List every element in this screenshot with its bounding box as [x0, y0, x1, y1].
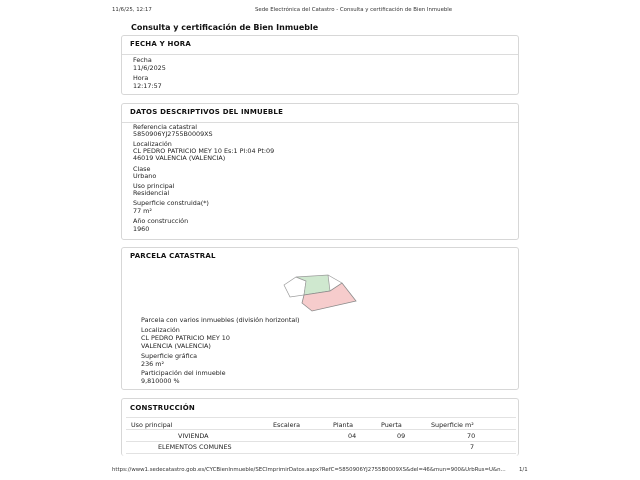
row1-puerta: 09 — [397, 432, 406, 440]
table-top-rule — [126, 417, 516, 418]
row1-superficie: 70 — [467, 432, 476, 440]
fecha-hora-title: FECHA Y HORA — [130, 40, 191, 48]
print-page-number: 1/1 — [519, 467, 528, 473]
superficie-value: 77 m² — [133, 207, 152, 215]
row1-uso: VIVIENDA — [178, 432, 209, 440]
anio-label: Año construcción — [133, 217, 189, 225]
parcel-map — [282, 273, 362, 315]
boundary-line — [328, 275, 342, 283]
row1-planta: 04 — [348, 432, 357, 440]
construccion-title: CONSTRUCCIÓN — [130, 404, 195, 412]
fecha-label: Fecha — [133, 56, 152, 64]
fecha-hora-card — [121, 35, 519, 95]
hora-value: 12:17:57 — [133, 82, 162, 90]
col-header-superficie: Superficie m² — [431, 421, 474, 429]
ref-value: 5850906YJ2755B0009XS — [133, 130, 213, 138]
loc-line1: CL PEDRO PATRICIO MEY 10 Es:1 Pl:04 Pt:09 — [133, 147, 275, 155]
parcela-card — [121, 247, 519, 390]
loc-label: Localización — [133, 140, 172, 148]
col-header-puerta: Puerta — [381, 421, 402, 429]
superficie-label: Superficie construida(*) — [133, 199, 209, 207]
col-header-uso: Uso principal — [131, 421, 173, 429]
row2-superficie: 7 — [470, 443, 475, 451]
uso-label: Uso principal — [133, 182, 175, 190]
parcela-loc-line1: CL PEDRO PATRICIO MEY 10 — [141, 334, 230, 342]
divider — [122, 54, 518, 55]
parcela-loc-line2: VALENCIA (VALENCIA) — [141, 342, 211, 350]
table-header-rule — [126, 429, 516, 430]
parcela-loc-label: Localización — [141, 326, 180, 334]
parcela-title: PARCELA CATASTRAL — [130, 252, 216, 260]
uso-value: Residencial — [133, 189, 170, 197]
datos-title: DATOS DESCRIPTIVOS DEL INMUEBLE — [130, 108, 284, 116]
print-url: https://www1.sedecatastro.gob.es/CYCBienInmueble/SECImprimirDatos.aspx?RefC=5850906YJ2755B0009XS&del=46&mun=900&UrbRus=U&n... — [112, 467, 506, 473]
ref-label: Referencia catastral — [133, 123, 197, 131]
col-header-escalera: Escalera — [273, 421, 301, 429]
participacion-value: 9,810000 % — [141, 377, 180, 385]
table-row-rule — [126, 441, 516, 442]
fecha-value: 11/6/2025 — [133, 64, 166, 72]
col-header-planta: Planta — [333, 421, 354, 429]
loc-line2: 46019 VALENCIA (VALENCIA) — [133, 154, 226, 162]
parcela-note: Parcela con varios inmuebles (división horizontal) — [141, 316, 300, 324]
anio-value: 1960 — [133, 225, 150, 233]
parcela-superficie-label: Superficie gráfica — [141, 352, 198, 360]
clase-label: Clase — [133, 165, 151, 173]
datos-descriptivos-card — [121, 103, 519, 240]
hora-label: Hora — [133, 74, 149, 82]
row2-uso: ELEMENTOS COMUNES — [158, 443, 232, 451]
print-page-title: Sede Electrónica del Catastro - Consulta y certificación de Bien Inmueble — [255, 7, 453, 13]
participacion-label: Participación del inmueble — [141, 369, 226, 377]
document-title: Consulta y certificación de Bien Inmueble — [131, 23, 319, 32]
parcela-superficie-value: 236 m² — [141, 360, 165, 368]
clase-value: Urbano — [133, 172, 157, 180]
print-datetime: 11/6/25, 12:17 — [112, 7, 152, 13]
table-row-rule — [126, 453, 516, 454]
